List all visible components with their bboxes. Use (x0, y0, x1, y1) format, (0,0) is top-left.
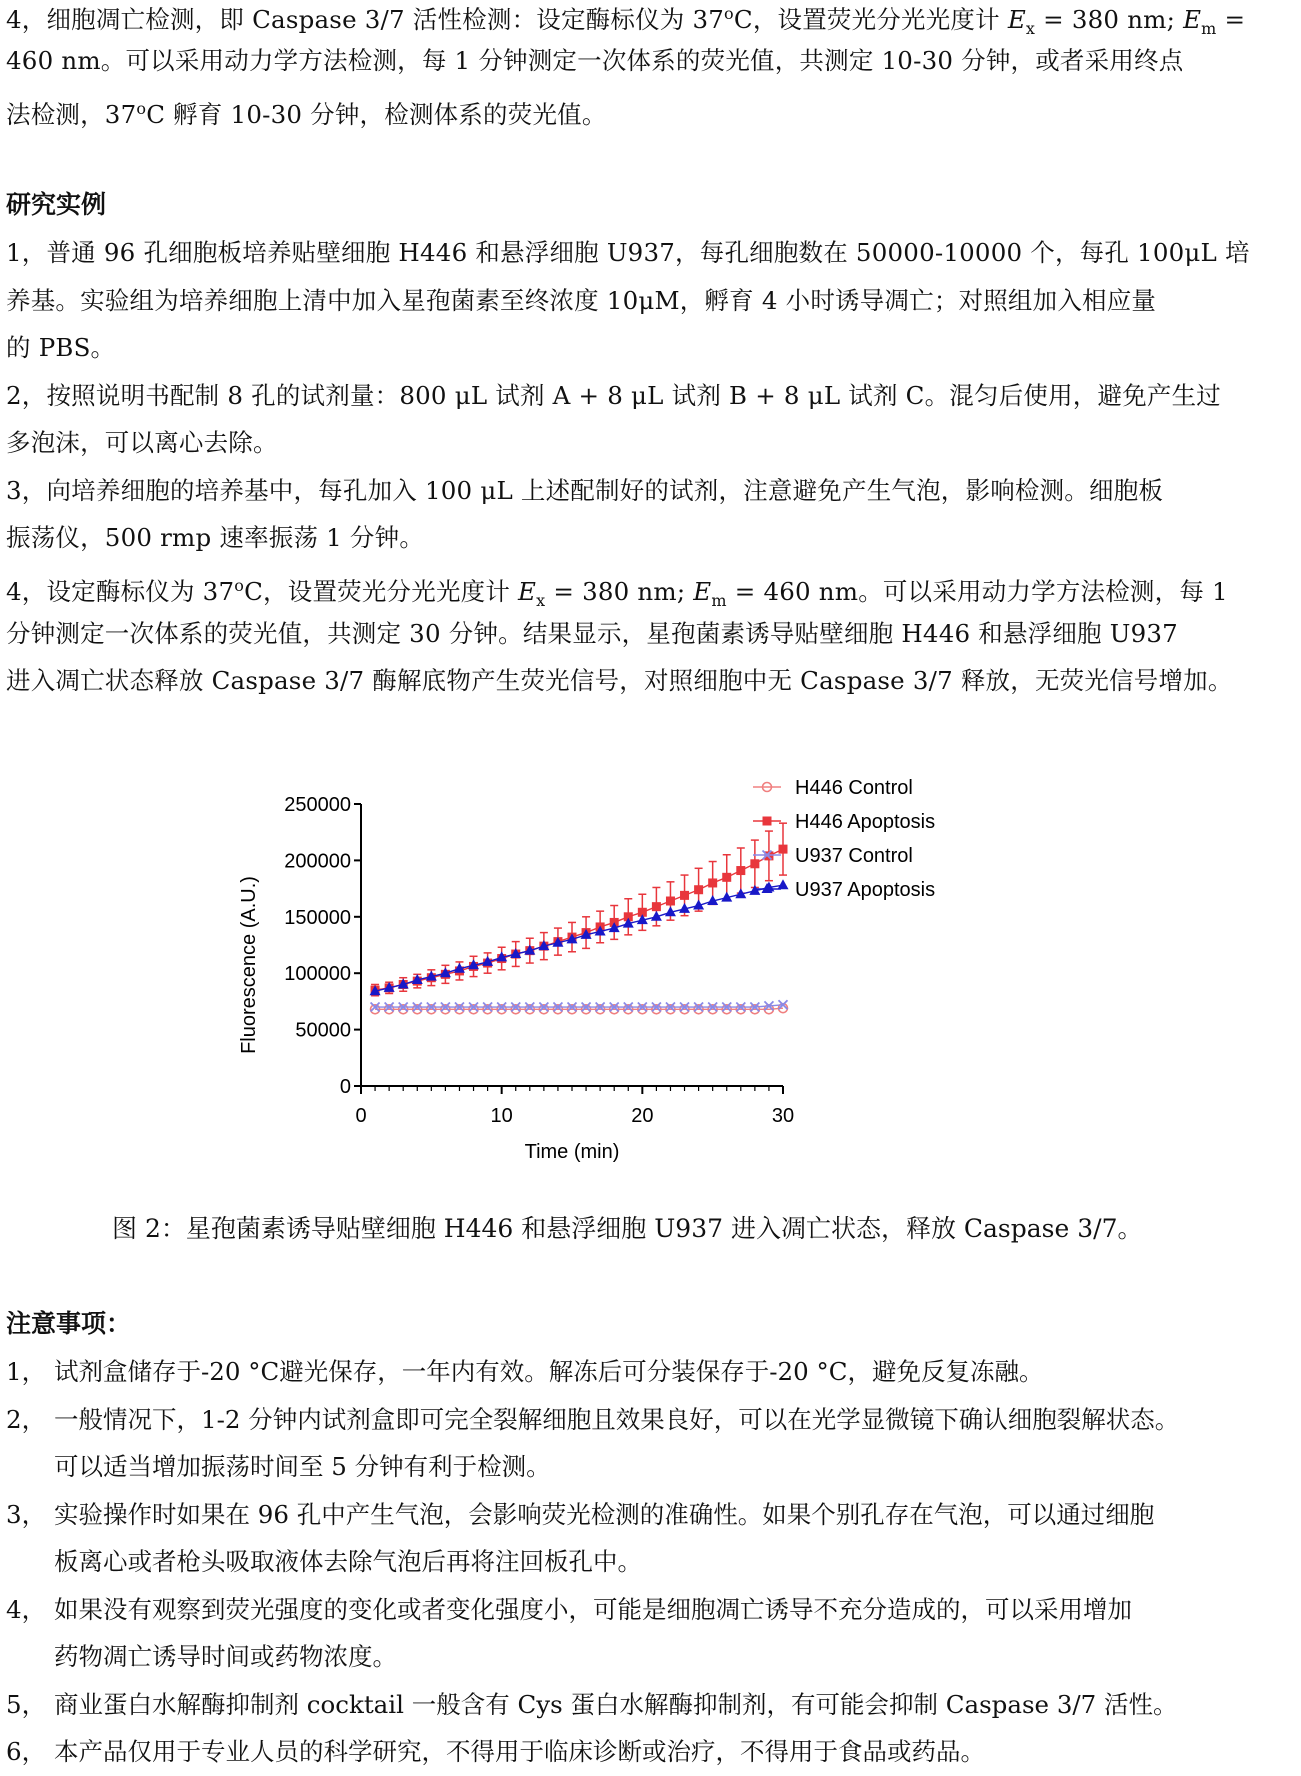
note-item-4-line2: 药物凋亡诱导时间或药物浓度。 (54, 1642, 397, 1671)
example-p2-line1: 2，按照说明书配制 8 孔的试剂量：800 μL 试剂 A + 8 μL 试剂 B + 8 μL 试剂 C。混匀后使用，避免产生过 (6, 381, 1222, 410)
h446-apoptosis-point (779, 845, 788, 854)
y-axis-label: Fluorescence (A.U.) (238, 876, 260, 1054)
method-step4-line3: 法检测，37$^o$C 孵育 10-30 分钟，检测体系的荧光值。 (6, 99, 607, 130)
y-tick-label: 150000 (284, 906, 351, 929)
example-p2-line2: 多泡沫，可以离心去除。 (6, 428, 278, 457)
y-tick-label: 100000 (284, 963, 351, 986)
example-p1-line2: 养基。实验组为培养细胞上清中加入星孢菌素至终浓度 10μM，孵育 4 小时诱导凋亡；对照组加入相应量 (6, 286, 1157, 315)
note-item-2: 2， 一般情况下，1-2 分钟内试剂盒即可完全裂解细胞且效果良好，可以在光学显微镜下确认细胞裂解状态。 (6, 1405, 1180, 1434)
example-heading: 研究实例 (6, 190, 107, 219)
h446-apoptosis-point (666, 897, 675, 906)
example-p1-line3: 的 PBS。 (6, 333, 116, 362)
note-item-2-line2: 可以适当增加振荡时间至 5 分钟有利于检测。 (54, 1452, 551, 1481)
h446-apoptosis-line (375, 849, 783, 990)
example-p4-line1: 4，设定酶标仪为 37$^o$C，设置荧光分光光度计 $E_x = 380$ nm; $E_m = 460$ nm。可以采用动力学方法检测，每 1 (6, 576, 1228, 611)
h446-apoptosis-point (694, 885, 703, 894)
u937-apoptosis-point (778, 879, 789, 889)
example-p3-line2: 振荡仪，500 rmp 速率振荡 1 分钟。 (6, 523, 425, 552)
x-tick-label: 0 (355, 1105, 367, 1127)
example-p1-line1: 1，普通 96 孔细胞板培养贴壁细胞 H446 和悬浮细胞 U937，每孔细胞数在 50000-10000 个，每孔 100μL 培 (6, 238, 1250, 267)
legend-label-h446-control: H446 Control (795, 777, 913, 799)
example-p4-line2: 分钟测定一次体系的荧光值，共测定 30 分钟。结果显示，星孢菌素诱导贴壁细胞 H446 和悬浮细胞 U937 (6, 619, 1178, 648)
note-item-3-line2: 板离心或者枪头吸取液体去除气泡后再将注回板孔中。 (54, 1547, 642, 1576)
h446-apoptosis-point (750, 859, 759, 868)
note-item-4: 4， 如果没有观察到荧光强度的变化或者变化强度小，可能是细胞凋亡诱导不充分造成的，可以采用增加 (6, 1595, 1132, 1624)
note-item-1: 1， 试剂盒储存于-20 °C避光保存，一年内有效。解冻后可分装保存于-20 °C，避免反复冻融。 (6, 1357, 1044, 1386)
y-tick-label: 250000 (284, 794, 351, 816)
h446-apoptosis-point (652, 902, 661, 911)
y-tick-label: 0 (339, 1076, 351, 1098)
method-step4-line2: 460 nm。可以采用动力学方法检测，每 1 分钟测定一次体系的荧光值，共测定 10-30 分钟，或者采用终点 (6, 46, 1184, 75)
x-tick-label: 20 (631, 1105, 654, 1127)
example-p4-line3: 进入凋亡状态释放 Caspase 3/7 酶解底物产生荧光信号，对照细胞中无 Caspase 3/7 释放，无荧光信号增加。 (6, 666, 1233, 695)
h446-apoptosis-point (680, 891, 689, 900)
u937-control-line (375, 1005, 783, 1007)
note-item-6: 6， 本产品仅用于专业人员的科学研究，不得用于临床诊断或治疗，不得用于食品或药品。 (6, 1737, 985, 1766)
h446-apoptosis-point (722, 873, 731, 882)
notes-heading: 注意事项： (6, 1309, 132, 1338)
legend-label-u937-control: U937 Control (795, 845, 913, 867)
example-p3-line1: 3，向培养细胞的培养基中，每孔加入 100 μL 上述配制好的试剂，注意避免产生气泡，影响检测。细胞板 (6, 476, 1164, 505)
note-item-5: 5， 商业蛋白水解酶抑制剂 cocktail 一般含有 Cys 蛋白水解酶抑制剂，有可能会抑制 Caspase 3/7 活性。 (6, 1690, 1178, 1719)
x-tick-label: 30 (771, 1105, 795, 1127)
x-tick-label: 10 (490, 1105, 513, 1127)
y-tick-label: 50000 (295, 1019, 351, 1042)
h446-apoptosis-point (736, 866, 745, 875)
h446-apoptosis-point (708, 878, 717, 887)
figure-caption: 图 2：星孢菌素诱导贴壁细胞 H446 和悬浮细胞 U937 进入凋亡状态，释放 Caspase 3/7。 (112, 1214, 1143, 1243)
note-item-3: 3， 实验操作时如果在 96 孔中产生气泡，会影响荧光检测的准确性。如果个别孔存在气泡，可以通过细胞 (6, 1500, 1155, 1529)
x-axis-label: Time (min) (524, 1141, 620, 1163)
legend-label-u937-apoptosis: U937 Apoptosis (795, 879, 936, 901)
fluorescence-chart (220, 775, 1100, 1175)
y-tick-label: 200000 (284, 850, 351, 873)
method-step4-line1: 4，细胞凋亡检测，即 Caspase 3/7 活性检测：设定酶标仪为 37$^o$C，设置荧光分光光度计 $E_x = 380$ nm; $E_m$ = (6, 4, 1246, 39)
legend-marker-h446-apoptosis (763, 817, 772, 826)
legend-label-h446-apoptosis: H446 Apoptosis (795, 811, 936, 833)
